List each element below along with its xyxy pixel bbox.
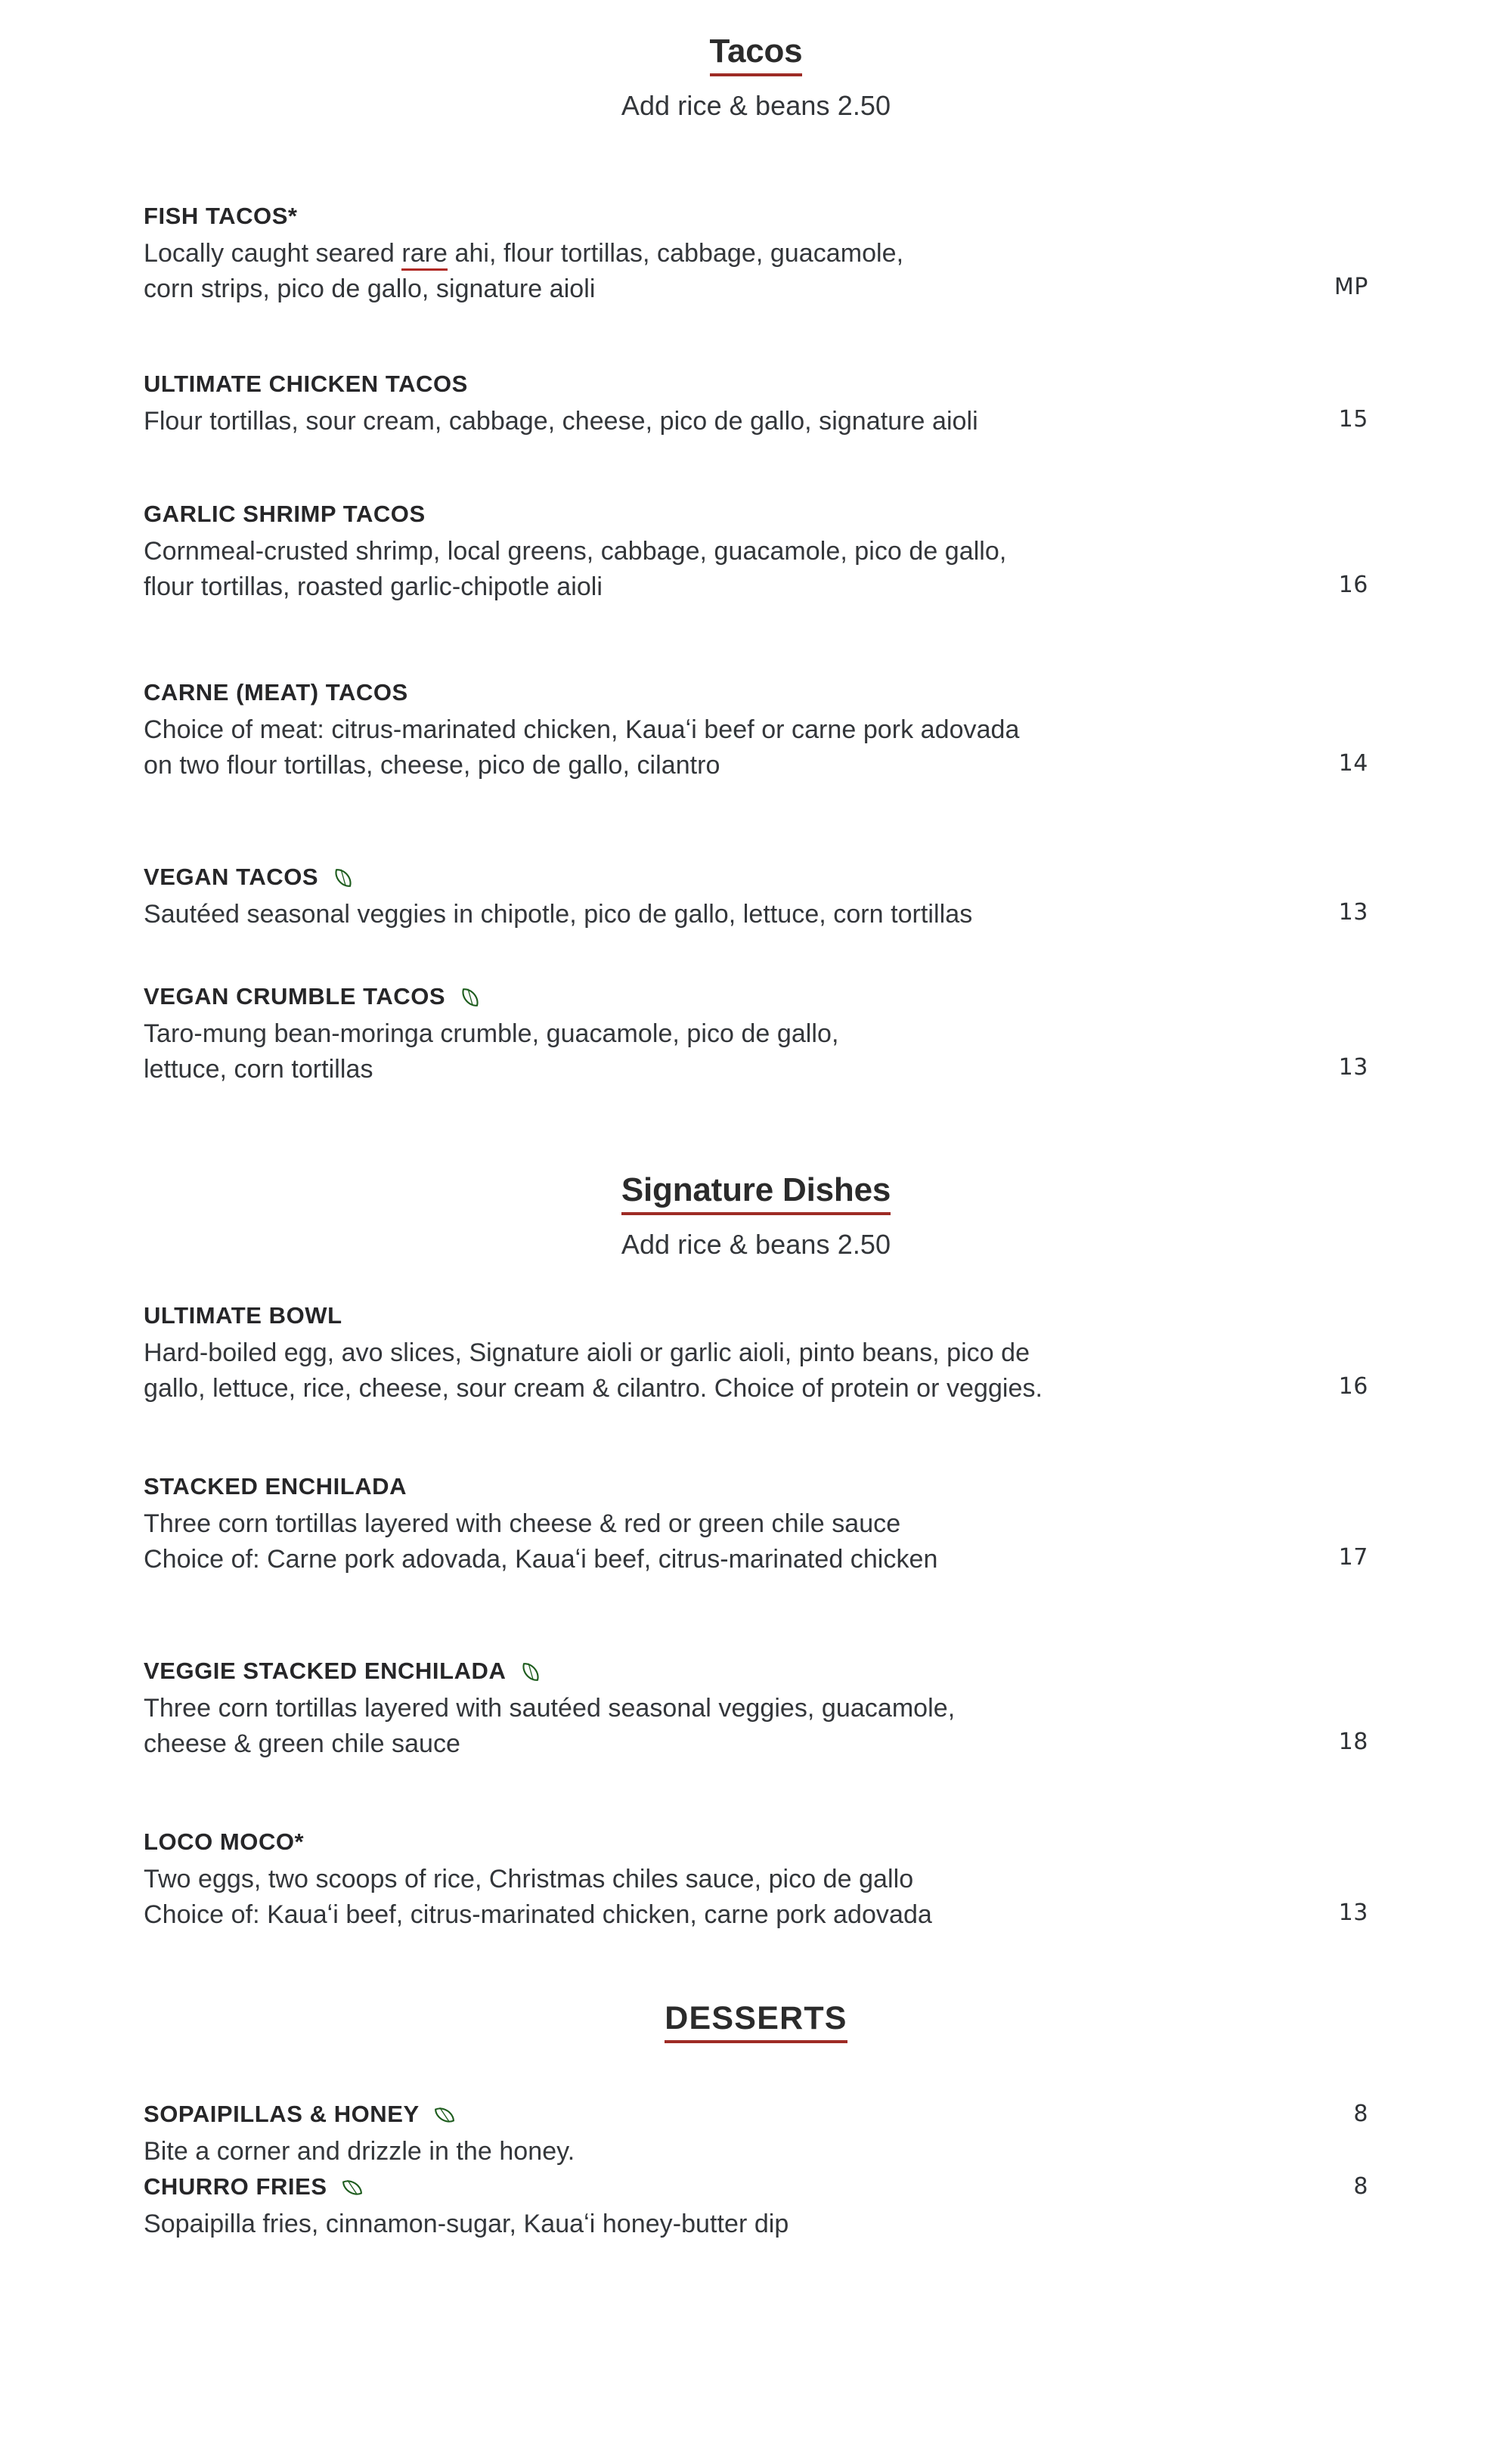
menu-item-title-row	[144, 2101, 1368, 2129]
desc-text: Choice of: Carne pork adovada, Kauaʻi beef, citrus-marinated chicken	[144, 1544, 938, 1574]
menu-item	[144, 1302, 1368, 1401]
desc-text: Sautéed seasonal veggies in chipotle, pico de gallo, lettuce, corn tortillas	[144, 899, 973, 929]
menu-item-price: 16	[1338, 1372, 1368, 1400]
section-heading-signature-dishes	[0, 1171, 1512, 1261]
menu-item	[144, 371, 1368, 434]
menu-item-description-line	[144, 399, 1368, 434]
desc-text: Cornmeal-crusted shrimp, local greens, cabbage, guacamole, pico de gallo,	[144, 536, 1007, 566]
menu-item	[144, 1658, 1368, 1757]
menu-item	[144, 679, 1368, 778]
menu-item	[144, 2101, 1368, 2164]
menu-item-price: 17	[1338, 1543, 1368, 1571]
desc-text: cheese & green chile sauce	[144, 1729, 461, 1758]
menu-item-price: MP	[1334, 273, 1368, 300]
desc-text-post: ahi, flour tortillas, cabbage, guacamole,	[448, 238, 904, 268]
menu-item-name: CHURRO FRIES	[144, 2173, 327, 2200]
menu-item-name: STACKED ENCHILADA	[144, 1473, 407, 1500]
menu-item-price: 13	[1338, 898, 1368, 926]
desc-text: Sopaipilla fries, cinnamon-sugar, Kauaʻi honey-butter dip	[144, 2209, 789, 2238]
desc-text: Choice of meat: citrus-marinated chicken, Kauaʻi beef or carne pork adovada	[144, 715, 1020, 744]
menu-item-name: LOCO MOCO*	[144, 1828, 305, 1855]
menu-item-title-row	[144, 1658, 1368, 1686]
desc-text: Taro-mung bean-moringa crumble, guacamole, pico de gallo,	[144, 1019, 839, 1048]
menu-item-name: ULTIMATE BOWL	[144, 1302, 342, 1329]
menu-item-name: SOPAIPILLAS & HONEY	[144, 2101, 420, 2127]
menu-item-title-row	[144, 1473, 1368, 1501]
menu-item-description-line	[144, 2129, 1368, 2164]
section-title: DESSERTS	[665, 2002, 847, 2043]
menu-item-name: CARNE (MEAT) TACOS	[144, 679, 408, 706]
menu-item-name: VEGGIE STACKED ENCHILADA	[144, 1658, 507, 1684]
menu-item-description-line	[144, 707, 1368, 743]
menu-item-price: 14	[1338, 749, 1368, 777]
menu-item-description-line	[144, 1537, 1368, 1572]
menu-item-description-line	[144, 1011, 1368, 1047]
menu-item-description-line	[144, 1330, 1368, 1366]
section-subtitle: Add rice & beans 2.50	[621, 90, 891, 121]
menu-item-description-line	[144, 564, 1368, 600]
menu-item	[144, 1828, 1368, 1928]
desc-text: Choice of: Kauaʻi beef, citrus-marinated chicken, carne pork adovada	[144, 1900, 932, 1929]
menu-item-price: 8	[1353, 2101, 1368, 2127]
leaf-icon	[339, 2175, 365, 2200]
menu-item-name: FISH TACOS*	[144, 203, 298, 229]
section-heading-desserts	[0, 2002, 1512, 2043]
menu-item-name: VEGAN CRUMBLE TACOS	[144, 983, 446, 1010]
section-title: Signature Dishes	[621, 1174, 891, 1215]
menu-item-title-row	[144, 983, 1368, 1011]
menu-item-description-line	[144, 892, 1368, 927]
menu-item	[144, 864, 1368, 927]
section-title: Tacos	[710, 35, 803, 76]
menu-item-description-line	[144, 1366, 1368, 1401]
menu-item-title-row	[144, 203, 1368, 231]
leaf-icon	[457, 985, 483, 1010]
menu-item-description-line	[144, 1686, 1368, 1721]
menu-item-description-line	[144, 2201, 1368, 2237]
menu-item-name: VEGAN TACOS	[144, 864, 319, 890]
menu-item	[144, 501, 1368, 600]
leaf-icon	[432, 2102, 457, 2128]
desc-text: flour tortillas, roasted garlic-chipotle aioli	[144, 572, 603, 601]
menu-item-description-line	[144, 1892, 1368, 1928]
menu-item-name: ULTIMATE CHICKEN TACOS	[144, 371, 468, 397]
menu-item-title-row	[144, 371, 1368, 399]
desc-text: Three corn tortillas layered with sautéed seasonal veggies, guacamole,	[144, 1693, 956, 1723]
menu-item	[144, 2173, 1368, 2237]
desc-text: gallo, lettuce, rice, cheese, sour cream & cilantro. Choice of protein or veggies.	[144, 1373, 1043, 1403]
menu-item-price: 13	[1338, 1899, 1368, 1926]
menu-item-price: 18	[1338, 1728, 1368, 1755]
menu-item-price: 16	[1338, 571, 1368, 598]
menu-item	[144, 203, 1368, 302]
desc-text-emphasis: rare	[401, 239, 448, 271]
desc-text: Flour tortillas, sour cream, cabbage, cheese, pico de gallo, signature aioli	[144, 406, 978, 436]
desc-text: Bite a corner and drizzle in the honey.	[144, 2136, 575, 2166]
menu-item-description-line	[144, 1856, 1368, 1892]
menu-item-price: 8	[1353, 2173, 1368, 2200]
menu-item-title-row	[144, 501, 1368, 529]
desc-text: Three corn tortillas layered with cheese & red or green chile sauce	[144, 1509, 901, 1538]
leaf-icon	[330, 865, 356, 891]
menu-item-price: 13	[1338, 1053, 1368, 1081]
menu-item-description-line	[144, 1501, 1368, 1537]
desc-text: on two flour tortillas, cheese, pico de gallo, cilantro	[144, 750, 720, 780]
menu-item-description-line	[144, 231, 1368, 266]
section-subtitle: Add rice & beans 2.50	[621, 1229, 891, 1260]
menu-item	[144, 1473, 1368, 1572]
menu-item-price: 15	[1338, 405, 1368, 433]
menu-item-description-line	[144, 529, 1368, 564]
menu-item-title-row	[144, 1828, 1368, 1856]
menu-item-description-line	[144, 743, 1368, 778]
menu-item-title-row	[144, 679, 1368, 707]
desc-text: lettuce, corn tortillas	[144, 1054, 373, 1084]
desc-text-pre: Locally caught seared	[144, 238, 402, 268]
menu-item-description-line	[144, 266, 1368, 302]
section-heading-tacos	[0, 35, 1512, 122]
desc-text: Two eggs, two scoops of rice, Christmas chiles sauce, pico de gallo	[144, 1864, 914, 1893]
menu-item	[144, 983, 1368, 1082]
menu-item-description-line	[144, 1047, 1368, 1082]
menu-item-title-row	[144, 1302, 1368, 1330]
menu-item-name: GARLIC SHRIMP TACOS	[144, 501, 426, 527]
menu-item-description-line	[144, 1721, 1368, 1757]
menu-item-title-row	[144, 2173, 1368, 2201]
menu-item-title-row	[144, 864, 1368, 892]
leaf-icon	[518, 1659, 544, 1685]
desc-text: corn strips, pico de gallo, signature aioli	[144, 274, 596, 303]
desc-text: Hard-boiled egg, avo slices, Signature aioli or garlic aioli, pinto beans, pico de	[144, 1338, 1030, 1367]
